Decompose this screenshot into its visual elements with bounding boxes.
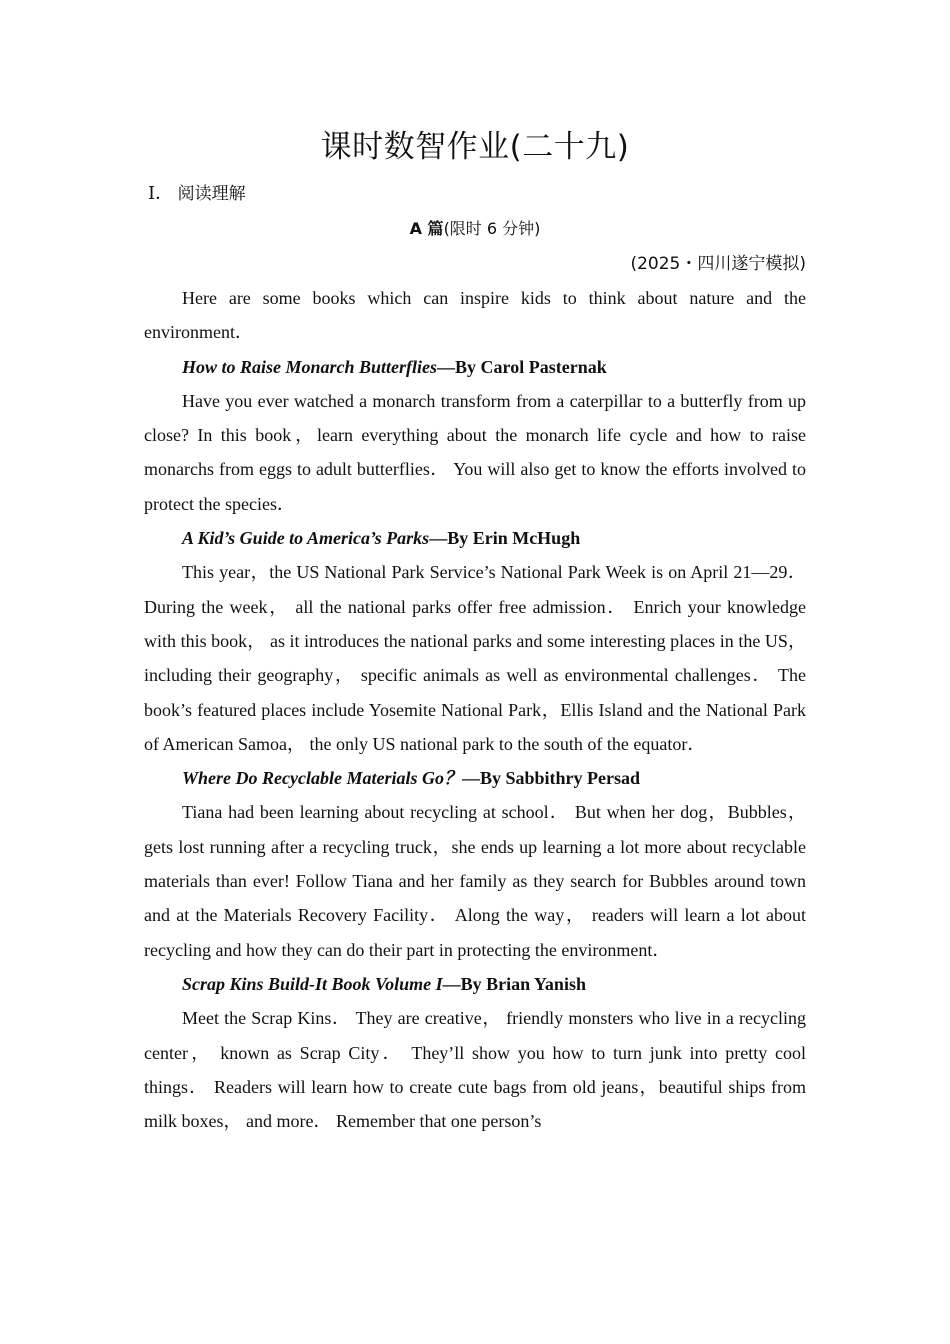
book-author: —By Carol Pasternak [437, 356, 607, 377]
book-description-3: Tiana had been learning about recycling at school． But when her dog，Bubbles，gets lost running after a recycling truck，she ends up learning a lot more about recyclable materials than ever! Follow Tiana and her family as they search for Bubbles around town and at the Materials Recovery Facility． Along the way， readers will learn a lot about recycling and how they can do their part in protecting the environment． [144, 802, 806, 960]
book-heading-2 [144, 521, 806, 555]
book-author: —By Brian Yanish [442, 973, 586, 994]
book-title: Where Do Recyclable Materials Go？ [182, 768, 462, 789]
section-heading [144, 176, 806, 211]
book-description-1: Have you ever watched a monarch transform from a caterpillar to a butterfly from up close? In this book，learn everything about the monarch life cycle and how to raise monarchs from eggs to adult butterflies． You will also get to know the efforts involved to protect the species． [144, 390, 806, 514]
passage-heading [144, 211, 806, 246]
book-title: Scrap Kins Build-It Book Volume I [182, 973, 443, 994]
book-description-2: This year，the US National Park Service’s National Park Week is on April 21—29． During the week， all the national parks offer free admission． Enrich your knowledge with this book， as it introduces the national parks and some interesting places in the US， including their geography， specific animals as well as environmental challenges． The book’s featured places include Yosemite National Park，Ellis Island and the National Park of American Samoa， the only US national park to the south of the equator． [144, 562, 806, 754]
book-heading-4 [144, 967, 806, 1001]
book-description-4: Meet the Scrap Kins． They are creative， friendly monsters who live in a recycling center， known as Scrap City． They’ll show you how to turn junk into pretty cool things． Readers will learn how to create cute bags from old jeans，beautiful ships from milk boxes， and more． Remember that one person’s [144, 1008, 806, 1132]
intro-paragraph: Here are some books which can inspire kids to think about nature and the environment． [144, 288, 806, 343]
book-title: A Kid’s Guide to America’s Parks [182, 528, 430, 549]
book-title: How to Raise Monarch Butterflies [182, 356, 438, 377]
passage-source: (2025・四川遂宁模拟) [630, 254, 806, 274]
book-heading-3 [144, 761, 806, 795]
passage-time-note: (限时 6 分钟) [443, 219, 541, 238]
document-page [144, 118, 806, 1138]
section-name: 阅读理解 [177, 184, 246, 204]
book-author: —By Erin McHugh [429, 528, 581, 549]
passage-label: A 篇 [409, 219, 444, 238]
page-title: 课时数智作业(二十九) [320, 129, 630, 165]
book-author: —By Sabbithry Persad [461, 768, 640, 789]
section-number: Ⅰ． [148, 183, 174, 203]
book-heading-1 [144, 350, 806, 384]
